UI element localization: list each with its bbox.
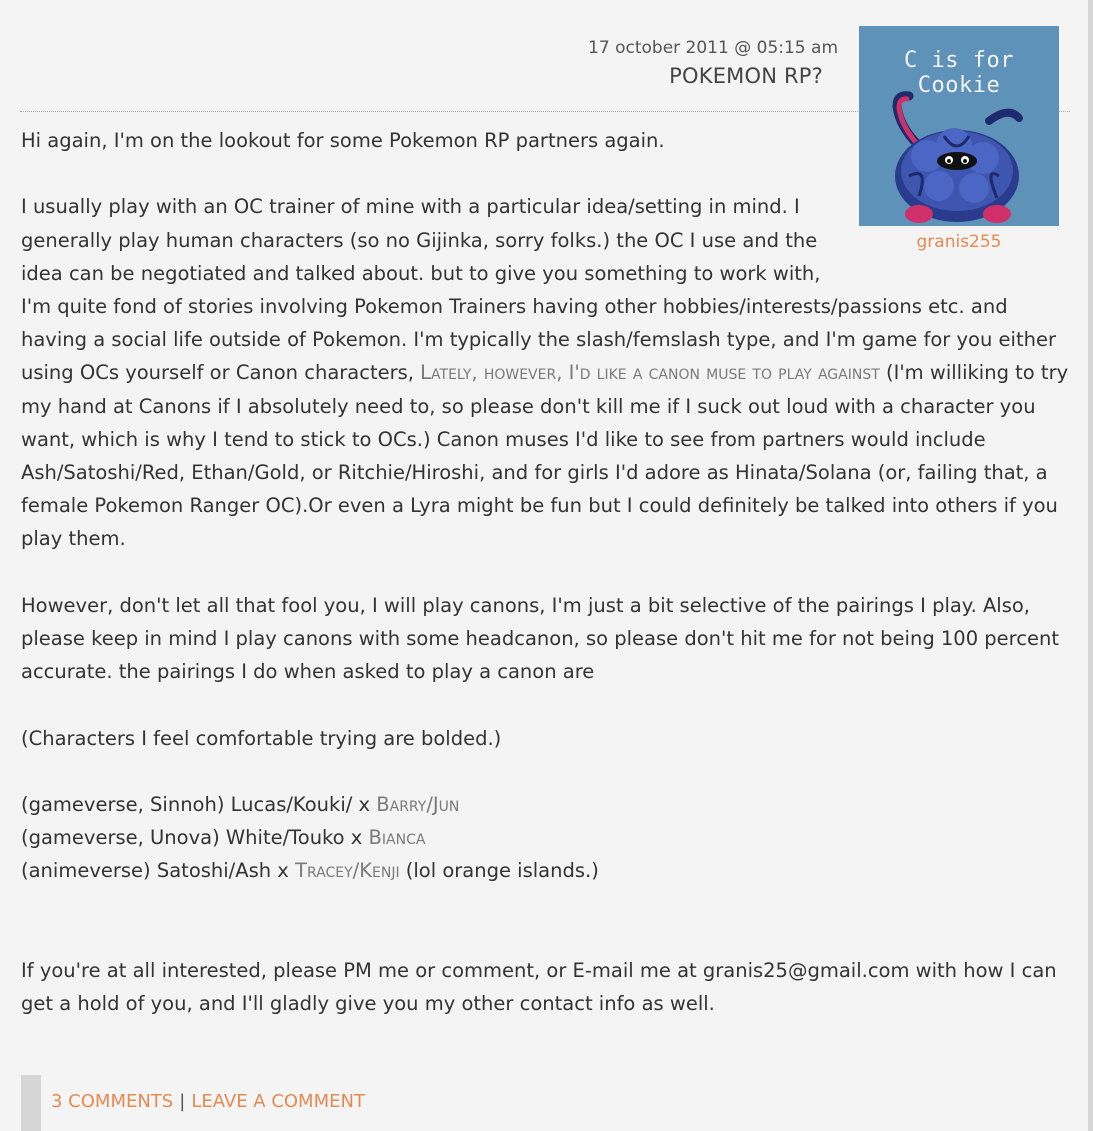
footer-separator: | [179, 1091, 186, 1112]
paragraph-bolded-note: (Characters I feel comfortable trying are bolded.) [21, 726, 502, 750]
pairing-item: (gameverse, Unova) White/Touko x Bianca [21, 826, 426, 850]
post-header [20, 36, 838, 92]
paragraph-contact: If you're at all interested, please PM me or comment, or E-mail me at granis25@gmail.com with how I can get a hold of you, and I'll gladly give you my other contact info as well. [21, 958, 1057, 1015]
post-footer [21, 1075, 641, 1131]
paragraph-oc-trainer-rest: (I'm williking to try my hand at Canons if I absolutely need to, so please don't kill me if I suck out loud with a character you want, which is why I tend to stick to OCs.) Canon muses I'd like to see from partners would include Ash/Satoshi/Red, Ethan/Gold, or Ritchie/Hiroshi, and for girls I'd adore as Hinata/Solana (or, failing that, a female Pokemon Ranger OC).Or even a Lyra might be fun but I could definitely be talked into others if you play them. [21, 361, 1069, 551]
page-right-border [1088, 0, 1093, 1131]
comments-link[interactable]: 3 COMMENTS [51, 1091, 174, 1112]
pairing-item: (animeverse) Satoshi/Ash x Tracey/Kenji (lol orange islands.) [21, 859, 599, 883]
post-date: 17 october 2011 @ 05:15 am [588, 38, 838, 58]
pairing-item: (gameverse, Sinnoh) Lucas/Kouki/ x Barry/Jun [21, 793, 460, 816]
emphasis-canon-muse: Lately, however, I'd like a canon muse to play against [420, 361, 880, 385]
paragraph-canons: However, don't let all that fool you, I will play canons, I'm just a bit selective of the pairings I play. Also, please keep in mind I play canons with some headcanon, so please don't hit me for not being 100 percent accurate. the pairings I do when asked to play a canon are [21, 593, 1059, 684]
avatar-caption: C is for Cookie [904, 48, 1014, 98]
paragraph-intro: Hi again, I'm on the lookout for some Pokemon RP partners again. [21, 129, 665, 152]
footer-links [51, 1091, 365, 1112]
author-username-link[interactable]: granis255 [916, 232, 1002, 252]
paragraph-oc-trainer-text: I usually play with an OC trainer of mine with a particular idea/setting in mind. I generally play human characters (so no Gijinka, sorry folks.) the OC I use and the idea can be negotiated and talked about. but to give you something to work with, I'm quite fond of stories involving Pokemon Trainers having other hobbies/interests/passions etc. and having a social life outside of Pokemon. I'm typically the slash/femslash type, and I'm game for you either using OCs yourself or Canon characters, [21, 195, 1056, 385]
post-body [21, 124, 1073, 1053]
pairings-list [21, 788, 1073, 888]
avatar-float-spacer [837, 124, 1073, 257]
post-title: POKEMON RP? [669, 64, 823, 88]
leave-comment-link[interactable]: LEAVE A COMMENT [191, 1091, 365, 1112]
